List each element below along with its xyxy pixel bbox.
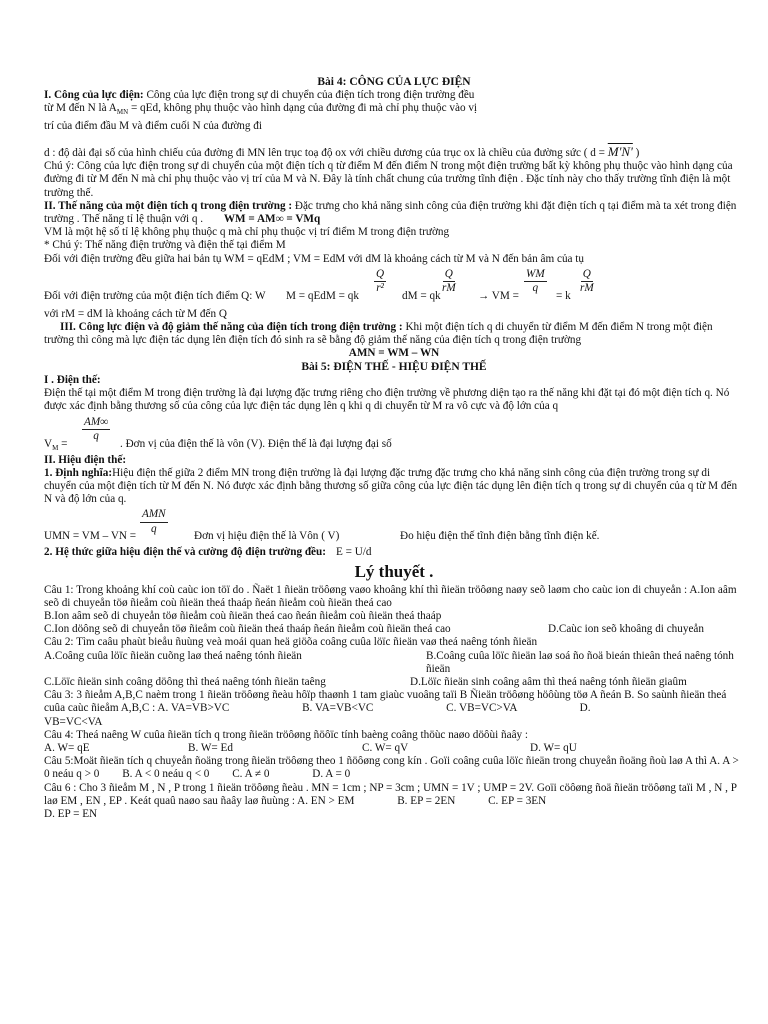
fraction-q-rm [440,268,458,295]
point-charge-c: dM = qk [402,289,441,302]
point-charge-formula [44,266,744,308]
relation-heading: III. Công lực điện và độ giảm thế năng của điện tích trong điện trường : [60,321,403,334]
fraction-q-rm-2 [578,268,596,295]
potential-energy-text: Đặc trưng cho khả năng sinh công của điện trường khi đặt điện tích q tại điểm mà ta xét trong điện trường . Thế năng tỉ lệ thuận với q . [44,199,737,226]
definition-text: Hiệu điện thế giữa 2 điểm MN trong điện trường là đại lượng đặc trưng đặc trưng cho khả năng sinh công của điện trường trong sự di chuyển của một điện tích từ M đến N. Nó được xác định bằng thương số giữa công của lực điện tác dụng lên điện tích q trong sự di chuyển của q từ M đến N và độ lớn của q. [44,466,738,506]
q6-option-b: B. EP = 2EN [397,794,456,807]
point-charge-a: Đối với điện trường của một điện tích điểm Q: W [44,289,266,302]
vm-rest: M là một hệ số tỉ lệ không phụ thuộc q mà chỉ phụ thuộc vị trí điểm M trong điện trường [52,226,450,239]
q4-option-c: C. W= qV [362,741,409,754]
definition-heading: 1. Định nghĩa: [44,466,113,479]
q4-option-d: D. W= qU [530,741,577,754]
note-potential: * Chú ý: Thế năng điện trường và điện thế tại điểm M [44,239,286,252]
q5-option-d: D. A = 0 [312,768,351,781]
umn-label: UMN = VM – VN = [44,530,137,543]
potential-energy-formula-b: M = AM∞ = VMq [235,213,321,226]
q6-option-c: C. EP = 3EN [488,794,547,807]
question-4-options [44,742,744,755]
work-heading: I. Công của lực điện: [44,89,144,102]
question-6-d: D. EP = EN [44,807,98,820]
q5-option-c: C. A ≠ 0 [232,768,270,781]
uniform-field-case [44,253,744,266]
d-definition [44,145,744,160]
work-text-1: Công của lực điện trong sự di chuyển của điện tích trong điện trường đều [143,89,475,102]
q3-text: Câu 3: 3 ñieåm A,B,C naèm trong 1 ñieän tröôøng ñeàu hôïp thaønh 1 tam giaùc vuoâng taïi B Ñieän tröôøng höôùng töø A ñeán B. So saùnh ñieän theá cuûa caùc ñieåm A,B,C : A. V [44,689,727,715]
question-1-b: B.Ion aâm seõ di chuyeån töø ñieåm coù ñieän theá cao ñeán ñieåm coù ñieän theá thaáp [44,609,442,622]
uniform-a: Đối với điện trường đều giữa hai bản tụ W [44,252,235,265]
question-5 [44,755,744,781]
fraction-wm-q [524,268,547,295]
u-frac-bottom: q [151,522,157,535]
q1-option-c: C.Ion döông seõ di chuyeån töø ñieåm coù ñieän theá thaáp ñeán ñieåm coù ñieän theá cao [44,623,451,636]
frac4-top: Q [581,268,593,282]
frac1-top: Q [374,268,386,282]
point-charge-b: M = qEdM = qk [286,289,359,302]
question-2-ab [44,650,744,676]
potential-formula [44,414,744,454]
rm-note [44,308,744,321]
vm-sub: M [52,443,59,452]
lesson-5-title: Bài 5: ĐIỆN THẾ - HIỆU ĐIỆN THẾ [301,360,487,373]
uniform-b: M = qEdM ; VM = EdM với dM là khoảng cách từ M và N đến bản âm của tụ [234,252,585,265]
question-4: Câu 4: Theá naêng W cuûa ñieän tích q trong ñieän tröôøng ñöôïc tính baèng coâng thöùc naøo döôùi ñaây : [44,728,529,741]
vm-v-letter: V [44,437,53,450]
work-sub: MN [116,108,129,117]
work-text-2: từ M đến N là A [44,102,117,115]
question-1: Câu 1: Trong khoảng khí coù caùc ion töï do . Ñaët 1 ñieän tröôøng vaøo khoâng khí thì ñieän tröôøng naøy seõ laøm cho caùc ion di chuyeån : A.Ion aâm seõ di chuyeån töø ñieåm coù ñieän theá thaáp ñeán ñieåm coù ñieän theá cao [44,583,737,609]
work-text-2b: = qEd, không phụ thuộc vào hình dạng của đường đi mà chỉ phụ thuộc vào vị [128,102,478,115]
q2-option-b: B.Coâng cuûa löïc ñieän laø soá ño ñoä bieán thieân theá naêng tónh ñieän [426,649,734,675]
lesson-4-title: Bài 4: CÔNG CỦA LỰC ĐIỆN [317,76,471,88]
q3-option-b: B. VA=VB<VC [302,702,374,715]
q2-option-c: C.Löïc ñieän sinh coâng döông thì theá naêng tónh ñieän taêng [44,675,326,688]
vm-v: V [44,226,53,239]
question-2-cd [44,676,744,689]
field-voltage-relation [44,546,744,559]
q5-text: Câu 5:Moät ñieän tích q chuyeån ñoäng trong ñieän tröôøng theo 1 ñöôøng cong kín . Goïi coâng cuûa löïc ñieän trong chuyeån ñoäng ñoù laø A thì A. A > 0 neáu q > 0 [44,755,739,781]
q3-option-a: A=VB>VC [177,702,230,715]
fraction-am-q [82,416,110,443]
potential-energy-heading: II. Thế năng của một điện tích q trong điện trường : [44,199,293,212]
relation-2-heading: 2. Hệ thức giữa hiệu điện thế và cường độ điện trường đều: [44,546,326,559]
frac3-top: WM [524,268,547,282]
frac4-bottom: rM [580,282,594,295]
potential-text: Điện thế tại một điểm M trong điện trường là đại lượng đặc trưng riêng cho điện trường về phương diện tạo ra thế năng khi đặt tại đó một điện tích q. Nó được xác định bằng thương số của công của lực điện tác dụng lên q khi q di chuyển từ M ra vô cực và độ lớn của q [44,387,730,413]
rm-a: với r [44,307,66,320]
q2-option-d: D.Löïc ñieän sinh coâng aâm thì theá naêng tónh ñieän giaûm [410,675,687,688]
work-definition [44,89,744,133]
point-charge-d: → VM = [478,289,519,302]
question-2: Câu 2: Tìm caâu phaùt bieåu ñuùng veà moái quan heä giöõa coâng cuûa löïc ñieän vaø theá naêng tónh ñieän [44,636,538,649]
question-1-cd [44,623,744,636]
voltage-unit: Đơn vị hiệu điện thế là Vôn ( V) [194,530,340,543]
relation-text: Khi một điện tích q di chuyển từ điểm M đến điểm N trong một điện trường thì công mà lực điện tác dụng lên điện tích đó sinh ra sẽ bằng độ giảm thế năng của điện tích q trong điện trường [44,321,713,347]
frac1-bottom: r² [376,282,384,295]
question-3-d: VB=VC<VA [44,715,103,728]
vm-label [44,438,67,455]
vm-note [44,226,744,239]
d-text: d : độ dài đại số của hình chiếu của đường đi MN lên trục toạ độ ox với chiều dương của trục ox là chiều của đường sức ( d = [44,147,605,160]
potential-energy-formula-a: W [223,213,236,226]
q6-text: Câu 6 : Cho 3 ñieåm M , N , P trong 1 ñieän tröôøng ñeàu . MN = 1cm ; NP = 3cm ; U [44,781,432,794]
v-frac-bottom: q [93,429,99,442]
note-static-field: Chú ý: Công của lực điện trong sự di chuyển của một điện tích q từ điểm M đến điểm N trong một điện trường bất kỳ không phụ thuộc vào hình dạng của đường đi từ M đến N mà chỉ phụ thuộc vào vị trí của M và N. Đây là tính chất chung của trường tĩnh điện . Đặc tính này cho thấy trường tĩnh điện là một trường thế. [44,160,733,199]
q3-option-c: C. VB=VC>VA [446,702,517,715]
q6-text-rest: MN = 1V ; UMP = 2V. Goïi cöôøng ñoä ñieän tröôøng taïi M , N , P laø EM , EN , EP . Keát quaû naøo sau ñaây laø ñuùng : A. EN > EM [44,781,737,807]
voltage-measure: Đo hiệu điện thế tĩnh điện bằng tĩnh điện kế. [400,530,600,543]
q3-option-d-label: D. [579,702,591,715]
work-text-3: trí của điểm đầu M và điểm cuối N của đường đi [44,119,262,132]
vm-eq: = [58,437,68,450]
frac2-bottom: rM [442,282,456,295]
question-3 [44,689,744,715]
voltage-formula [44,506,744,546]
q1-option-d: D.Caùc ion seõ khoâng di chuyeån [548,623,704,636]
frac2-top: Q [443,268,455,282]
relation-formula: AMN = WM – WN [348,347,440,360]
d-vector: M'N' [607,144,633,160]
q4-option-b: B. W= Ed [188,741,233,754]
q4-option-a: A. W= qE [44,741,90,754]
point-charge-e: = k [556,289,571,302]
voltage-heading: II. Hiệu điện thế: [44,453,127,466]
q2-option-a: A.Coâng cuûa löïc ñieän cuõng laø theá naêng tónh ñieän [44,649,302,662]
d-close: ) [635,147,640,160]
potential-heading: I . Điện thế: [44,373,101,386]
relation-2-formula: E = U/d [335,546,372,559]
fraction-amn-q [140,508,168,535]
question-6 [44,782,744,808]
potential-unit: . Đơn vị của điện thế là vôn (V). Điện thế là đại lượng đại số [120,437,392,450]
potential-energy [44,200,744,226]
fraction-q-r2 [374,268,386,295]
frac3-bottom: q [532,282,539,295]
rm-b: M = dM là khoảng cách từ M đến Q [65,307,227,320]
document-page [44,76,744,821]
u-frac-top: AMN [140,508,168,522]
work-energy-relation [44,321,744,347]
theory-title: Lý thuyết . [354,561,434,581]
q5-option-b: B. A < 0 neáu q < 0 [122,768,210,781]
voltage-definition [44,467,744,507]
v-frac-top: AM∞ [82,416,110,430]
